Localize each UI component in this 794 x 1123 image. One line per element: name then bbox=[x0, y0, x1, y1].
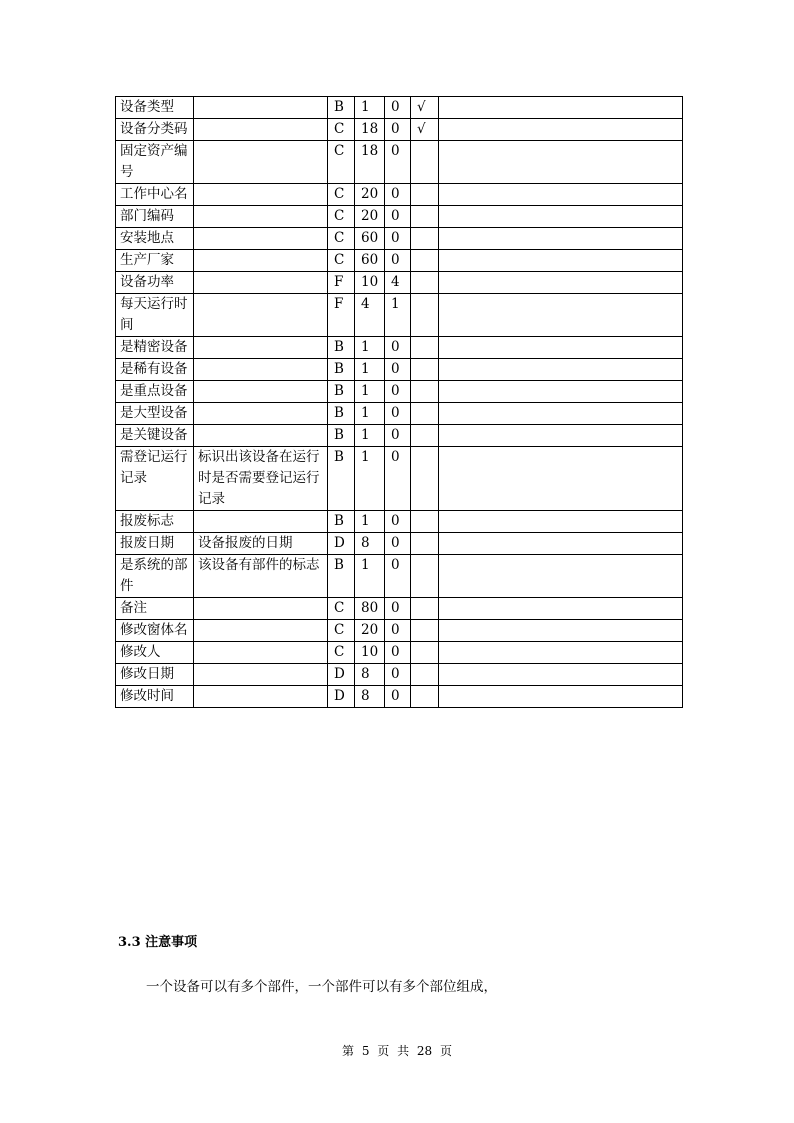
cell-dec: 0 bbox=[385, 511, 411, 533]
cell-type: B bbox=[328, 511, 355, 533]
cell-type: C bbox=[328, 141, 355, 184]
table-row bbox=[116, 272, 683, 294]
cell-note bbox=[439, 664, 683, 686]
cell-name: 是关键设备 bbox=[116, 425, 194, 447]
cell-name: 备注 bbox=[116, 598, 194, 620]
table-row bbox=[116, 620, 683, 642]
cell-name: 是稀有设备 bbox=[116, 359, 194, 381]
cell-len: 8 bbox=[355, 664, 385, 686]
cell-type: C bbox=[328, 250, 355, 272]
cell-type: B bbox=[328, 381, 355, 403]
cell-type: C bbox=[328, 642, 355, 664]
cell-check bbox=[411, 620, 439, 642]
cell-desc: 标识出该设备在运行时是否需要登记运行记录 bbox=[194, 447, 328, 511]
cell-len: 20 bbox=[355, 620, 385, 642]
cell-desc bbox=[194, 206, 328, 228]
cell-len: 80 bbox=[355, 598, 385, 620]
cell-name: 报废日期 bbox=[116, 533, 194, 555]
cell-name: 设备功率 bbox=[116, 272, 194, 294]
cell-dec: 0 bbox=[385, 425, 411, 447]
cell-desc bbox=[194, 294, 328, 337]
cell-note bbox=[439, 184, 683, 206]
section-body-text: 一个设备可以有多个部件，一个部件可以有多个部位组成， bbox=[146, 979, 497, 995]
cell-name: 安装地点 bbox=[116, 228, 194, 250]
cell-dec: 0 bbox=[385, 97, 411, 119]
cell-len: 1 bbox=[355, 403, 385, 425]
cell-check bbox=[411, 533, 439, 555]
cell-name: 修改人 bbox=[116, 642, 194, 664]
table-row bbox=[116, 447, 683, 511]
cell-desc bbox=[194, 598, 328, 620]
cell-len: 1 bbox=[355, 447, 385, 511]
cell-desc bbox=[194, 359, 328, 381]
cell-desc: 该设备有部件的标志 bbox=[194, 555, 328, 598]
table-row bbox=[116, 425, 683, 447]
cell-check bbox=[411, 250, 439, 272]
cell-check bbox=[411, 359, 439, 381]
cell-desc bbox=[194, 642, 328, 664]
cell-desc bbox=[194, 184, 328, 206]
cell-type: D bbox=[328, 664, 355, 686]
cell-name: 报废标志 bbox=[116, 511, 194, 533]
cell-type: C bbox=[328, 620, 355, 642]
cell-note bbox=[439, 447, 683, 511]
cell-type: F bbox=[328, 294, 355, 337]
cell-check bbox=[411, 598, 439, 620]
table-row bbox=[116, 206, 683, 228]
cell-note bbox=[439, 359, 683, 381]
cell-note bbox=[439, 381, 683, 403]
cell-check bbox=[411, 686, 439, 708]
cell-note bbox=[439, 206, 683, 228]
cell-note bbox=[439, 97, 683, 119]
table-row bbox=[116, 119, 683, 141]
cell-desc bbox=[194, 381, 328, 403]
cell-check bbox=[411, 642, 439, 664]
cell-check bbox=[411, 294, 439, 337]
cell-dec: 0 bbox=[385, 359, 411, 381]
cell-dec: 0 bbox=[385, 119, 411, 141]
cell-name: 固定资产编号 bbox=[116, 141, 194, 184]
cell-dec: 0 bbox=[385, 228, 411, 250]
cell-name: 是重点设备 bbox=[116, 381, 194, 403]
table-row bbox=[116, 642, 683, 664]
cell-desc bbox=[194, 425, 328, 447]
cell-name: 设备分类码 bbox=[116, 119, 194, 141]
cell-check bbox=[411, 447, 439, 511]
cell-desc bbox=[194, 272, 328, 294]
cell-note bbox=[439, 119, 683, 141]
cell-check: √ bbox=[411, 119, 439, 141]
cell-desc bbox=[194, 141, 328, 184]
cell-desc: 设备报废的日期 bbox=[194, 533, 328, 555]
table-row bbox=[116, 664, 683, 686]
cell-len: 60 bbox=[355, 228, 385, 250]
cell-dec: 0 bbox=[385, 184, 411, 206]
cell-type: C bbox=[328, 598, 355, 620]
table-row bbox=[116, 403, 683, 425]
table-row bbox=[116, 337, 683, 359]
cell-type: C bbox=[328, 228, 355, 250]
cell-name: 每天运行时间 bbox=[116, 294, 194, 337]
cell-desc bbox=[194, 511, 328, 533]
cell-desc bbox=[194, 403, 328, 425]
table-row bbox=[116, 97, 683, 119]
section-title: 3.3 注意事项 bbox=[118, 935, 198, 950]
table-row bbox=[116, 511, 683, 533]
cell-desc bbox=[194, 664, 328, 686]
cell-len: 1 bbox=[355, 425, 385, 447]
cell-type: B bbox=[328, 337, 355, 359]
cell-type: D bbox=[328, 533, 355, 555]
cell-check bbox=[411, 184, 439, 206]
table-row bbox=[116, 598, 683, 620]
cell-type: B bbox=[328, 97, 355, 119]
cell-check bbox=[411, 228, 439, 250]
cell-len: 8 bbox=[355, 533, 385, 555]
table-row bbox=[116, 686, 683, 708]
cell-len: 1 bbox=[355, 511, 385, 533]
cell-desc bbox=[194, 686, 328, 708]
cell-desc bbox=[194, 228, 328, 250]
cell-name: 部门编码 bbox=[116, 206, 194, 228]
cell-dec: 0 bbox=[385, 381, 411, 403]
cell-dec: 0 bbox=[385, 686, 411, 708]
cell-dec: 0 bbox=[385, 598, 411, 620]
cell-dec: 0 bbox=[385, 337, 411, 359]
cell-note bbox=[439, 511, 683, 533]
cell-check bbox=[411, 511, 439, 533]
cell-dec: 0 bbox=[385, 250, 411, 272]
cell-note bbox=[439, 294, 683, 337]
cell-check bbox=[411, 425, 439, 447]
cell-len: 1 bbox=[355, 337, 385, 359]
cell-len: 60 bbox=[355, 250, 385, 272]
cell-name: 工作中心名 bbox=[116, 184, 194, 206]
cell-check bbox=[411, 272, 439, 294]
cell-note bbox=[439, 598, 683, 620]
cell-check: √ bbox=[411, 97, 439, 119]
cell-check bbox=[411, 337, 439, 359]
cell-dec: 0 bbox=[385, 403, 411, 425]
cell-note bbox=[439, 620, 683, 642]
cell-type: F bbox=[328, 272, 355, 294]
cell-dec: 0 bbox=[385, 141, 411, 184]
cell-note bbox=[439, 686, 683, 708]
cell-type: B bbox=[328, 425, 355, 447]
cell-note bbox=[439, 403, 683, 425]
cell-type: B bbox=[328, 447, 355, 511]
cell-len: 18 bbox=[355, 141, 385, 184]
cell-dec: 0 bbox=[385, 555, 411, 598]
cell-len: 8 bbox=[355, 686, 385, 708]
cell-len: 1 bbox=[355, 555, 385, 598]
cell-desc bbox=[194, 119, 328, 141]
cell-desc bbox=[194, 250, 328, 272]
cell-desc bbox=[194, 97, 328, 119]
table-row bbox=[116, 555, 683, 598]
cell-type: C bbox=[328, 206, 355, 228]
cell-len: 20 bbox=[355, 184, 385, 206]
cell-dec: 0 bbox=[385, 533, 411, 555]
cell-check bbox=[411, 664, 439, 686]
table-row bbox=[116, 533, 683, 555]
cell-name: 修改时间 bbox=[116, 686, 194, 708]
cell-note bbox=[439, 337, 683, 359]
cell-type: B bbox=[328, 555, 355, 598]
cell-len: 18 bbox=[355, 119, 385, 141]
cell-dec: 0 bbox=[385, 620, 411, 642]
cell-type: B bbox=[328, 403, 355, 425]
field-definition-table bbox=[115, 96, 683, 708]
table-row bbox=[116, 381, 683, 403]
page-footer: 第 5 页 共 28 页 bbox=[342, 1044, 452, 1058]
table-row bbox=[116, 359, 683, 381]
table-row bbox=[116, 250, 683, 272]
cell-type: D bbox=[328, 686, 355, 708]
cell-len: 1 bbox=[355, 381, 385, 403]
cell-len: 4 bbox=[355, 294, 385, 337]
cell-name: 是精密设备 bbox=[116, 337, 194, 359]
cell-check bbox=[411, 141, 439, 184]
cell-note bbox=[439, 250, 683, 272]
cell-desc bbox=[194, 620, 328, 642]
cell-len: 20 bbox=[355, 206, 385, 228]
table-row bbox=[116, 228, 683, 250]
cell-name: 是系统的部件 bbox=[116, 555, 194, 598]
cell-check bbox=[411, 555, 439, 598]
cell-note bbox=[439, 555, 683, 598]
cell-dec: 0 bbox=[385, 206, 411, 228]
cell-dec: 4 bbox=[385, 272, 411, 294]
cell-type: C bbox=[328, 184, 355, 206]
cell-check bbox=[411, 381, 439, 403]
cell-note bbox=[439, 533, 683, 555]
cell-len: 1 bbox=[355, 359, 385, 381]
cell-dec: 0 bbox=[385, 664, 411, 686]
table-row bbox=[116, 184, 683, 206]
cell-name: 需登记运行记录 bbox=[116, 447, 194, 511]
cell-desc bbox=[194, 337, 328, 359]
cell-note bbox=[439, 228, 683, 250]
cell-note bbox=[439, 141, 683, 184]
cell-len: 1 bbox=[355, 97, 385, 119]
cell-name: 设备类型 bbox=[116, 97, 194, 119]
cell-dec: 0 bbox=[385, 642, 411, 664]
cell-note bbox=[439, 642, 683, 664]
cell-type: B bbox=[328, 359, 355, 381]
cell-name: 修改窗体名 bbox=[116, 620, 194, 642]
cell-name: 生产厂家 bbox=[116, 250, 194, 272]
table-row bbox=[116, 294, 683, 337]
cell-name: 修改日期 bbox=[116, 664, 194, 686]
cell-len: 10 bbox=[355, 642, 385, 664]
cell-dec: 1 bbox=[385, 294, 411, 337]
cell-type: C bbox=[328, 119, 355, 141]
cell-dec: 0 bbox=[385, 447, 411, 511]
cell-check bbox=[411, 403, 439, 425]
cell-note bbox=[439, 272, 683, 294]
cell-len: 10 bbox=[355, 272, 385, 294]
cell-check bbox=[411, 206, 439, 228]
table-row bbox=[116, 141, 683, 184]
cell-note bbox=[439, 425, 683, 447]
cell-name: 是大型设备 bbox=[116, 403, 194, 425]
